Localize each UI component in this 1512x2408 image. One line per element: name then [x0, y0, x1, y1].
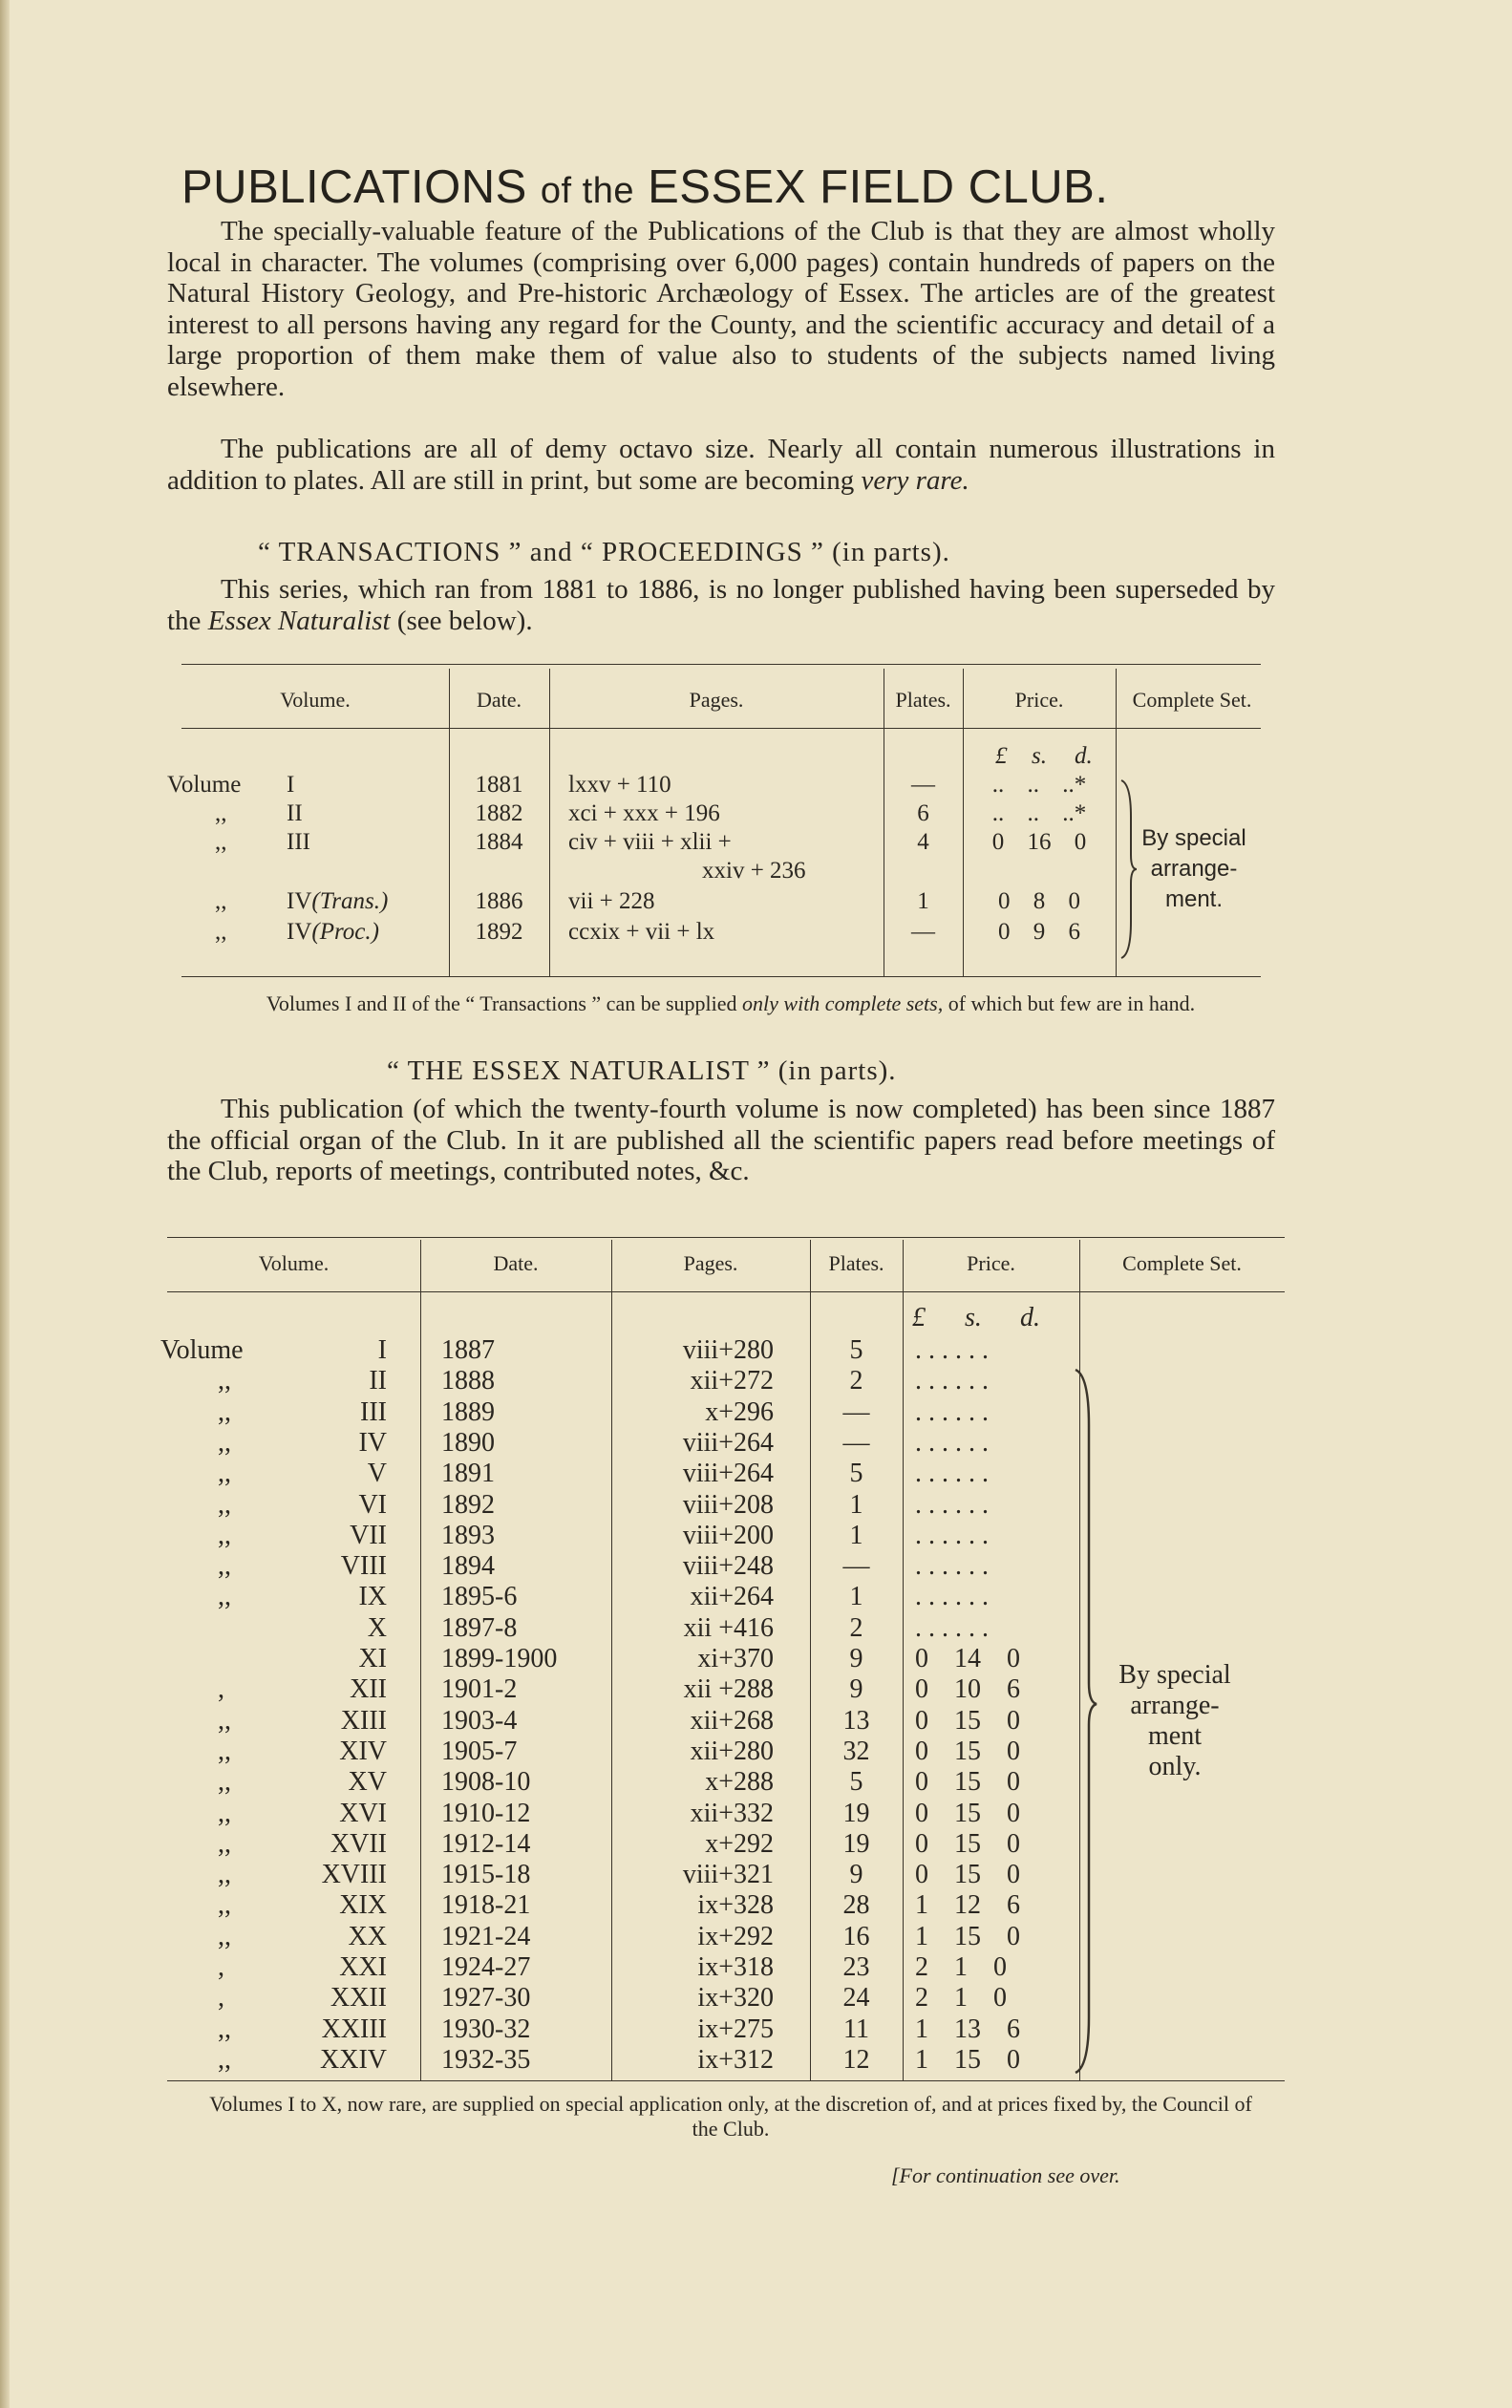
t2-volume-number: VII [350, 1521, 387, 1550]
t1-volume-number [287, 919, 379, 946]
t2-volume-number: VIII [340, 1551, 387, 1581]
t2-volume-number: XX [348, 1922, 387, 1951]
t2-date: 1918-21 [441, 1890, 531, 1920]
t2-special-line-1: By special [1118, 1660, 1231, 1690]
t2-date: 1930-32 [441, 2014, 531, 2044]
t2-bottom-rule [167, 2080, 1285, 2081]
t2-plates: 13 [842, 1706, 870, 1736]
t1-volume-numeral: I [287, 772, 295, 798]
t1-date: 1884 [475, 829, 523, 855]
transactions-heading [258, 537, 1261, 568]
t2-plates: 28 [842, 1890, 870, 1920]
t2-price: 0 15 0 [915, 1860, 1020, 1889]
t2-date: 1892 [441, 1490, 495, 1520]
t1-plates: — [911, 772, 935, 798]
t1-date: 1882 [475, 800, 523, 826]
t2-date: 1915-18 [441, 1860, 531, 1889]
t1-price: 0 16 0 [991, 829, 1087, 855]
t1-special-arrangement [1132, 823, 1256, 915]
t2-price: ...... [915, 1366, 995, 1396]
t2-pages: xii +416 [683, 1613, 774, 1643]
t2-pages: xii+264 [690, 1582, 774, 1611]
t2-top-rule [167, 1237, 1285, 1238]
t2-col-volume: Volume. [258, 1251, 330, 1275]
t2-header-rule [167, 1291, 1285, 1292]
t2-pages: xi+370 [697, 1644, 774, 1673]
t2-pages: ix+292 [697, 1922, 774, 1951]
t2-volume-prefix: ,, [218, 1551, 231, 1581]
transactions-heading-a: “ TRANSACTIONS ” [258, 537, 522, 567]
t2-price: ...... [915, 1490, 995, 1520]
t2-plates: 2 [849, 1366, 863, 1396]
t2-date: 1910-12 [441, 1799, 531, 1828]
t1-pages: ccxix + vii + lx [568, 919, 715, 945]
t2-date: 1891 [441, 1459, 495, 1488]
t2-volume-number: VI [358, 1490, 387, 1520]
t2-plates: 23 [842, 1952, 870, 1982]
t1-header-rule [181, 728, 1261, 729]
t2-price: 1 12 6 [915, 1890, 1020, 1920]
t2-volume-prefix: ,, [218, 1366, 231, 1396]
naturalist-heading: “ THE ESSEX NATURALIST ” (in parts). [387, 1055, 897, 1086]
t1-pence-label: d. [1075, 743, 1093, 769]
t2-volume-prefix: , [218, 1983, 224, 2013]
intro-paragraph-1: The specially-valuable feature of the Publications of the Club is that they are almost wholly local in character. The volumes (comprising over 6,000 pages) contain hundreds of papers on the Natural History Geology, and Pre-historic Archæology of Essex. The articles are of the greatest interest to all persons having any regard for the County, and the scientific accuracy and detail of a large proportion of them make them of value also to students of the subjects named living elsewhere. [167, 216, 1275, 402]
t1-price: .. .. ..* [991, 772, 1087, 798]
t1-plates: — [911, 919, 935, 945]
t2-pence-label: d. [1020, 1303, 1040, 1332]
t2-volume-number: XIV [339, 1737, 387, 1766]
t1-volume-prefix: Volume [167, 772, 242, 798]
t2-volume-prefix: ,, [218, 1397, 231, 1427]
t1-divider-5 [1116, 669, 1117, 976]
t2-plates: 12 [842, 2045, 870, 2075]
t2-plates: 9 [849, 1644, 863, 1673]
t2-volume-number: XVIII [321, 1860, 387, 1889]
t1-top-rule [181, 664, 1261, 665]
naturalist-note: Volumes I to X, now rare, are supplied on special application only, at the discretion of, and at prices fixed by, the Council of the Club. [209, 2092, 1252, 2141]
t2-date: 1890 [441, 1428, 495, 1458]
t2-pages: xii +288 [683, 1674, 774, 1704]
t2-price: 2 1 0 [915, 1983, 1007, 2013]
t2-volume-number: XVII [330, 1829, 387, 1859]
t2-pages: xii+332 [690, 1799, 774, 1828]
t2-pages: viii+264 [682, 1428, 774, 1458]
transactions-desc-a: This series, which ran from 1881 to 1886, is no longer published having been superseded by the [167, 574, 1275, 636]
t2-volume-number: XVI [339, 1799, 387, 1828]
t1-date: 1881 [475, 772, 523, 798]
t2-volume-number: XIII [340, 1706, 387, 1736]
naturalist-description: This publication (of which the twenty-fourth volume is now completed) has been since 1887 the official organ of the Club. In it are published all the scientific papers read before meetings of the Club, reports of meetings, contributed notes, &c. [167, 1094, 1275, 1186]
t2-price: 0 15 0 [915, 1706, 1020, 1736]
t2-volume-number: XXI [339, 1952, 387, 1982]
t2-price: 0 14 0 [915, 1644, 1020, 1673]
t1-date: 1892 [475, 919, 523, 945]
intro-p2-emphasis: very rare. [861, 464, 969, 496]
t1-price: .. .. ..* [991, 800, 1087, 826]
t1-volume-number [287, 772, 294, 799]
t1-volume-prefix: ,, [215, 800, 227, 826]
t2-price: 2 1 0 [915, 1952, 1007, 1982]
t2-volume-number: III [360, 1397, 387, 1427]
t1-price: 0 9 6 [998, 919, 1080, 945]
t2-price: 0 15 0 [915, 1829, 1020, 1859]
t2-volume-prefix: ,, [218, 1582, 231, 1611]
t2-plates: 32 [842, 1737, 870, 1766]
t2-volume-prefix: ,, [218, 2045, 231, 2075]
t2-date: 1897-8 [441, 1613, 518, 1643]
t1-special-line-1: By special [1141, 825, 1246, 851]
t2-pages: x+292 [705, 1829, 774, 1859]
transactions-note [191, 991, 1270, 1016]
t1-col-pages: Pages. [689, 688, 744, 712]
t2-volume-number: XXIII [321, 2014, 387, 2044]
t2-plates: 19 [842, 1829, 870, 1859]
t2-pages: viii+200 [682, 1521, 774, 1550]
t2-special-line-4: only. [1148, 1752, 1202, 1781]
t1-plates: 1 [917, 888, 929, 914]
intro-paragraph-2 [167, 434, 1275, 496]
t2-volume-number: XIX [339, 1890, 387, 1920]
t2-divider-1 [420, 1240, 421, 2080]
t2-date: 1903-4 [441, 1706, 518, 1736]
t2-divider-4 [903, 1240, 904, 2080]
t2-plates: 5 [849, 1767, 863, 1797]
t2-price: 1 13 6 [915, 2014, 1020, 2044]
t2-price: ...... [915, 1335, 995, 1365]
t2-volume-prefix: ,, [218, 1521, 231, 1550]
t2-volume-number: X [367, 1613, 387, 1643]
t2-plates: — [842, 1551, 870, 1581]
t2-plates: 5 [849, 1335, 863, 1365]
t2-pages: viii+248 [682, 1551, 774, 1581]
t1-volume-number [287, 829, 310, 856]
t1-plates: 6 [917, 800, 929, 826]
t2-volume-number: I [377, 1335, 387, 1365]
t2-pages: ix+275 [697, 2014, 774, 2044]
t2-plates: 1 [849, 1582, 863, 1611]
t1-pounds-sign: £ [995, 743, 1008, 769]
t2-volume-prefix: ,, [218, 1890, 231, 1920]
t2-date: 1893 [441, 1521, 495, 1550]
t2-volume-number: XXII [330, 1983, 387, 2013]
t2-plates: 16 [842, 1922, 870, 1951]
t2-plates: 9 [849, 1674, 863, 1704]
t2-volume-number: V [367, 1459, 387, 1488]
t1-pages: lxxv + 110 [568, 772, 671, 798]
t1-special-line-3: ment. [1164, 886, 1224, 912]
t2-volume-prefix: ,, [218, 1829, 231, 1859]
t1-volume-number [287, 800, 303, 827]
t2-plates: 19 [842, 1799, 870, 1828]
t1-price: 0 8 0 [998, 888, 1080, 914]
t2-volume-prefix: ,, [218, 2014, 231, 2044]
t2-plates: 24 [842, 1983, 870, 2013]
t2-pages: ix+318 [697, 1952, 774, 1982]
t2-volume-prefix: ,, [218, 1922, 231, 1951]
t2-date: 1894 [441, 1551, 495, 1581]
t2-pages: viii+280 [682, 1335, 774, 1365]
t2-price: ...... [915, 1428, 995, 1458]
t2-pages: viii+264 [682, 1459, 774, 1488]
t2-plates: 1 [849, 1490, 863, 1520]
t2-plates: 1 [849, 1521, 863, 1550]
t2-col-plates: Plates. [828, 1251, 884, 1275]
t1-col-complete: Complete Set. [1132, 688, 1252, 712]
t1-bottom-rule [181, 976, 1261, 977]
t2-volume-prefix: ,, [218, 1459, 231, 1488]
t1-volume-prefix: ,, [215, 888, 227, 914]
t1-col-date: Date. [476, 688, 522, 712]
title-rest: ESSEX FIELD CLUB. [648, 161, 1109, 213]
t2-pages: xii+268 [690, 1706, 774, 1736]
t2-price: 0 10 6 [915, 1674, 1020, 1704]
t1-col-plates: Plates. [895, 688, 951, 712]
t2-price: 0 15 0 [915, 1737, 1020, 1766]
t2-pages: ix+312 [697, 2045, 774, 2075]
t2-special-arrangement [1094, 1660, 1256, 1782]
t1-special-line-2: arrange- [1150, 856, 1238, 882]
transactions-desc-c: (see below). [390, 605, 533, 636]
transactions-heading-b: and “ PROCEEDINGS ” (in parts). [522, 537, 950, 567]
t1-volume-number [287, 888, 388, 915]
t2-special-line-3: ment [1148, 1721, 1202, 1751]
t2-pages: x+288 [705, 1767, 774, 1797]
transactions-description [167, 574, 1275, 636]
t1-plates: 4 [917, 829, 929, 855]
t1-pages: vii + 228 [568, 888, 655, 914]
transactions-desc-b: Essex Naturalist [207, 605, 391, 636]
t2-volume-number: XXIV [320, 2045, 387, 2075]
t2-price: 0 15 0 [915, 1799, 1020, 1828]
t2-pages: ix+328 [697, 1890, 774, 1920]
t2-date: 1927-30 [441, 1983, 531, 2013]
t2-pages: xii+280 [690, 1737, 774, 1766]
t2-date: 1895-6 [441, 1582, 518, 1611]
t2-volume-prefix: ,, [218, 1860, 231, 1889]
t2-volume-prefix: , [218, 1952, 224, 1982]
t2-price: ...... [915, 1613, 995, 1643]
t2-volume-number: II [369, 1366, 387, 1396]
t1-volume-note: (Proc.) [311, 919, 379, 945]
t2-shillings-label: s. [965, 1303, 982, 1332]
transactions-note-c: of which but few are in hand. [943, 991, 1196, 1015]
t1-volume-numeral: II [287, 800, 303, 826]
t2-date: 1921-24 [441, 1922, 531, 1951]
t2-pages: viii+321 [682, 1860, 774, 1889]
t1-volume-numeral: IV [287, 919, 312, 945]
transactions-note-b: only with complete sets, [742, 991, 944, 1015]
t1-volume-note: (Trans.) [311, 888, 389, 914]
t2-date: 1924-27 [441, 1952, 531, 1982]
transactions-note-a: Volumes I and II of the “ Transactions ” can be supplied [266, 991, 743, 1015]
t1-date: 1886 [475, 888, 523, 914]
t1-col-price: Price. [1014, 688, 1064, 712]
t2-date: 1932-35 [441, 2045, 531, 2075]
t2-col-date: Date. [493, 1251, 539, 1275]
t2-price: ...... [915, 1582, 995, 1611]
t2-volume-prefix: ,, [218, 1490, 231, 1520]
page-edge-shadow [0, 0, 10, 2408]
t2-price: ...... [915, 1397, 995, 1427]
t2-date: 1888 [441, 1366, 495, 1396]
t2-plates: — [842, 1428, 870, 1458]
t1-divider-2 [549, 669, 550, 976]
title-of: of the [540, 171, 634, 211]
t2-price: 0 15 0 [915, 1767, 1020, 1797]
t2-pages: x+296 [705, 1397, 774, 1427]
t2-volume-prefix: ,, [218, 1799, 231, 1828]
t2-pages: viii+208 [682, 1490, 774, 1520]
t2-date: 1905-7 [441, 1737, 518, 1766]
t2-date: 1901-2 [441, 1674, 518, 1704]
t1-volume-prefix: ,, [215, 829, 227, 855]
t1-pages: xci + xxx + 196 [568, 800, 720, 826]
t1-volume-numeral: III [287, 829, 310, 855]
t2-col-complete: Complete Set. [1122, 1251, 1242, 1275]
t2-date: 1899-1900 [441, 1644, 558, 1673]
t2-price: ...... [915, 1521, 995, 1550]
t2-pounds-sign: £ [912, 1303, 926, 1332]
t2-col-price: Price. [967, 1251, 1015, 1275]
t2-plates: 2 [849, 1613, 863, 1643]
t1-volume-prefix: ,, [215, 919, 227, 945]
t1-shillings-label: s. [1032, 743, 1047, 769]
t2-volume-number: XV [348, 1767, 387, 1797]
t2-price: 1 15 0 [915, 1922, 1020, 1951]
t2-date: 1912-14 [441, 1829, 531, 1859]
t2-price: ...... [915, 1551, 995, 1581]
continuation-note: [For continuation see over. [891, 2163, 1120, 2187]
t2-col-pages: Pages. [683, 1251, 738, 1275]
t2-pages: ix+320 [697, 1983, 774, 2013]
t2-plates: 9 [849, 1860, 863, 1889]
t2-special-line-2: arrange- [1130, 1691, 1220, 1720]
t2-plates: 5 [849, 1459, 863, 1488]
intro-p2-text: The publications are all of demy octavo size. Nearly all contain numerous illustrations in addition to plates. All are still in print, but some are becoming [167, 434, 1275, 496]
t2-volume-number: IX [358, 1582, 387, 1611]
t2-date: 1887 [441, 1335, 495, 1365]
t2-date: 1889 [441, 1397, 495, 1427]
t2-volume-number: IV [358, 1428, 387, 1458]
t2-pages: xii+272 [690, 1366, 774, 1396]
title-main: PUBLICATIONS [181, 161, 527, 213]
t2-volume-prefix: ,, [218, 1428, 231, 1458]
t2-volume-prefix: ,, [218, 1706, 231, 1736]
t2-volume-prefix: Volume [160, 1335, 244, 1365]
t2-volume-number: XII [350, 1674, 387, 1704]
t2-price: 1 15 0 [915, 2045, 1020, 2075]
t1-col-volume: Volume. [280, 688, 351, 712]
t2-volume-prefix: ,, [218, 1767, 231, 1797]
t1-pages-continued: xxiv + 236 [702, 858, 806, 884]
t2-volume-prefix: ,, [218, 1737, 231, 1766]
t1-pages: civ + viii + xlii + [568, 829, 732, 855]
t2-date: 1908-10 [441, 1767, 531, 1797]
t1-volume-numeral: IV [287, 888, 312, 914]
page-title [181, 160, 1280, 214]
t2-plates: — [842, 1397, 870, 1427]
t2-plates: 11 [843, 2014, 869, 2044]
t2-volume-number: XI [358, 1644, 387, 1673]
t2-volume-prefix: , [218, 1674, 224, 1704]
t2-price: ...... [915, 1459, 995, 1488]
